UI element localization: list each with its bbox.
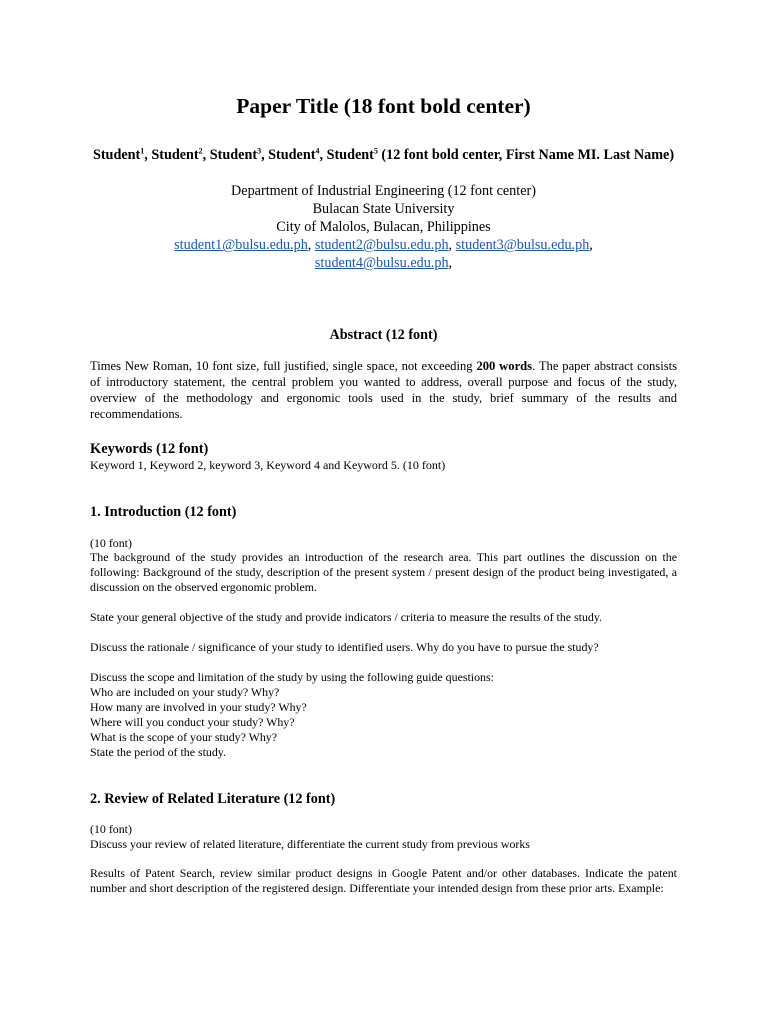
author-superscript: 3	[257, 146, 262, 156]
abstract-text	[90, 358, 677, 422]
email-link[interactable]: student4@bulsu.edu.ph	[314, 255, 449, 271]
author-superscript: 1	[140, 146, 145, 156]
introduction-paragraph-2: State your general objective of the study and provide indicators / criteria to measure the results of the study.	[90, 610, 603, 624]
author-superscript: 4	[315, 146, 320, 156]
email-link[interactable]: student3@bulsu.edu.ph	[455, 237, 590, 253]
email-link[interactable]: student2@bulsu.edu.ph	[314, 237, 449, 253]
abstract-word-limit: 200 words	[476, 359, 533, 373]
review-heading: 2. Review of Related Literature (12 font)	[90, 791, 336, 807]
author-superscript: 2	[198, 146, 203, 156]
abstract-heading: Abstract (12 font)	[329, 327, 438, 343]
city: City of Malolos, Bulacan, Philippines	[276, 219, 491, 235]
author-name: Student	[151, 147, 199, 163]
scope-line: State the period of the study.	[90, 745, 226, 759]
scope-line: How many are involved in your study? Why?	[90, 700, 307, 714]
keywords-heading: Keywords (12 font)	[90, 441, 209, 457]
author-name: Student	[92, 147, 141, 163]
scope-line: Where will you conduct your study? Why?	[90, 715, 295, 729]
abstract-text-end: . The paper abstract consists of introductory statement, the central problem you wanted to address, overall purpose and focus of the study, overview of the methodology and ergonomic tools used in the study, brief summary of the results and recommendations.	[90, 359, 677, 421]
department: Department of Industrial Engineering (12 font center)	[231, 183, 536, 199]
email-link[interactable]: student1@bulsu.edu.ph	[174, 237, 308, 253]
keywords-text: Keyword 1, Keyword 2, keyword 3, Keyword 4 and Keyword 5. (10 font)	[90, 458, 446, 472]
scope-line: Who are included on your study? Why?	[90, 685, 280, 699]
author-name: Student	[268, 147, 316, 163]
introduction-heading: 1. Introduction (12 font)	[90, 504, 237, 520]
author-superscript: 5	[373, 146, 378, 156]
review-font-note: (10 font)	[90, 822, 132, 836]
review-paragraph-1: Discuss your review of related literature, differentiate the current study from previous works	[90, 837, 530, 851]
email-line-2: student4@bulsu.edu.ph,	[314, 255, 453, 271]
review-paragraph-2: Results of Patent Search, review similar product designs in Google Patent and/or other databases. Indicate the patent number and short description of the registered design. Differentiate your intended design from these prior arts. Example:	[90, 866, 677, 895]
author-name: Student	[209, 147, 258, 163]
scope-line: What is the scope of your study? Why?	[90, 730, 278, 744]
scope-line: Discuss the scope and limitation of the study by using the following guide questions:	[90, 670, 494, 684]
introduction-paragraph-3: Discuss the rationale / significance of your study to identified users. Why do you have to pursue the study?	[90, 640, 599, 654]
author-format-note: (12 font bold center, First Name MI. Last Name)	[381, 147, 675, 163]
introduction-font-note: (10 font)	[90, 536, 132, 550]
abstract-text-start: Times New Roman, 10 font size, full justified, single space, not exceeding	[90, 359, 477, 373]
author-name: Student	[326, 147, 374, 163]
scope-guide-questions	[90, 670, 677, 760]
university: Bulacan State University	[312, 201, 455, 217]
email-line-1: student1@bulsu.edu.ph, student2@bulsu.edu.ph, student3@bulsu.edu.ph,	[174, 237, 593, 253]
introduction-paragraph-1: The background of the study provides an introduction of the research area. This part outlines the discussion on the following: Background of the study, description of the present system / present design of the product being investigated, a discussion on the observed ergonomic problem.	[90, 550, 677, 594]
affiliation-block	[90, 182, 677, 272]
author-line: Student$^1$, Student$^2$, Student$^3$, Student$^4$, Student$^5$ (12 font bold center, First Name MI. Last Name)	[92, 146, 675, 163]
paper-title: Paper Title (18 font bold center)	[236, 94, 531, 118]
